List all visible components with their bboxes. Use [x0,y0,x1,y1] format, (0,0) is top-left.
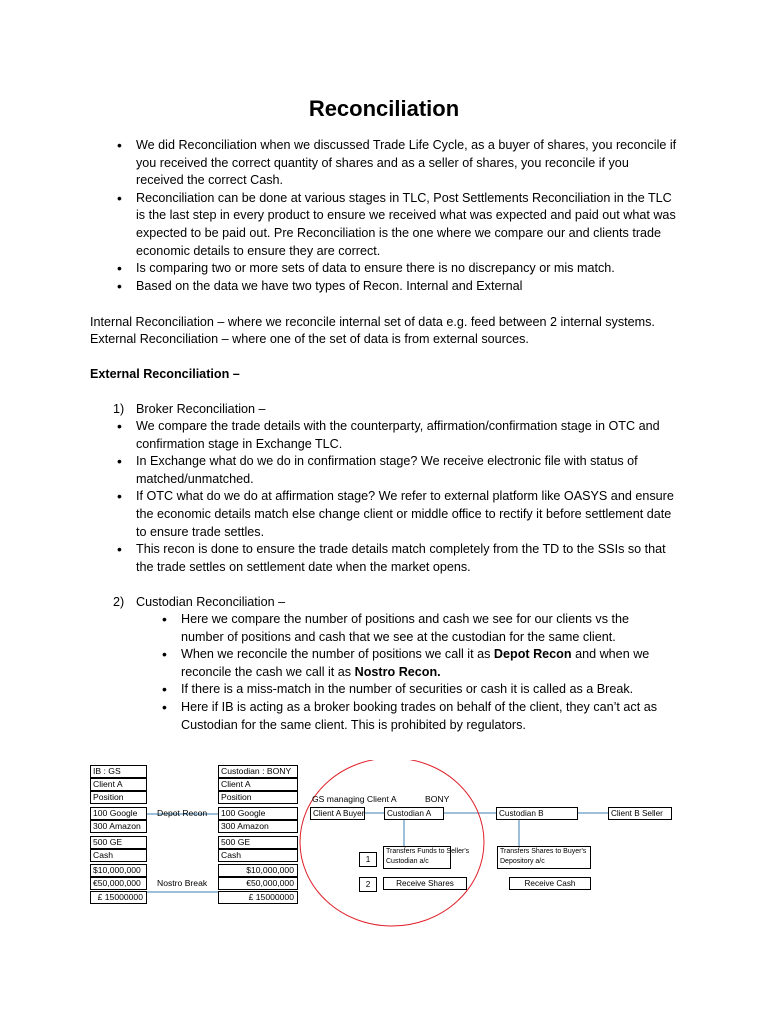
step-1-box: 1 [359,852,377,867]
list-item: • Here if IB is acting as a broker booking trades on behalf of the client, they can’t act as Custodian for the same client. This is prohibited by regulators. [162,699,662,734]
table-cell: €50,000,000 [90,877,147,890]
broker-reconciliation-heading [113,401,266,419]
internal-reconciliation-line: Internal Reconciliation – where we reconcile internal set of data e.g. feed between 2 internal systems. [90,315,655,329]
table-cell: Client A [218,778,298,791]
table-cell: 500 GE [218,836,298,849]
table-cell: £ 15000000 [90,891,147,904]
table-cell: Position [90,791,147,804]
table-cell: 100 Google [218,807,298,820]
reconciliation-diagram [0,760,768,940]
custodian-bullet-list [162,611,662,734]
list-item: • Based on the data we have two types of Recon. Internal and External [117,278,677,296]
table-cell: 300 Amazon [218,820,298,833]
highlight-circle [300,760,484,926]
list-item: • We compare the trade details with the counterparty, affirmation/confirmation stage in OTC and confirmation stage in Exchange TLC. [117,418,679,453]
table-cell: €50,000,000 [218,877,298,890]
table-cell: Cash [218,849,298,862]
client-a-buyer-box: Client A Buyer [310,807,365,820]
list-item: • Here we compare the number of positions and cash we see for our clients vs the number of positions and cash that we see at the custodian for the same client. [162,611,662,646]
table-cell: IB : GS [90,765,147,778]
transfer-shares-box: Transfers Shares to Buyer's Depository a/c [497,846,591,869]
list-item: • Is comparing two or more sets of data to ensure there is no discrepancy or mis match. [117,260,677,278]
transfer-funds-box: Transfers Funds to Seller's Custodian a/c [383,846,451,869]
bony-label: BONY [425,794,450,804]
table-cell: $10,000,000 [90,864,147,877]
list-number: 2) [113,595,125,609]
custodian-b-box: Custodian B [496,807,578,820]
client-b-seller-box: Client B Seller [608,807,672,820]
table-cell: 500 GE [90,836,147,849]
table-cell: Client A [90,778,147,791]
table-cell: Cash [90,849,147,862]
external-reconciliation-heading: External Reconciliation – [90,367,240,381]
custodian-reconciliation-heading [113,594,285,612]
list-item: • If OTC what do we do at affirmation stage? We refer to external platform like OASYS and ensure the economic details match else change client or middle office to rectify it before settlement date to ensure trade settles. [117,488,679,541]
receive-shares-box: Receive Shares [383,877,467,890]
list-number: 1) [113,402,125,416]
table-cell: 300 Amazon [90,820,147,833]
intro-bullet-list [117,137,677,295]
broker-bullet-list [117,418,679,576]
section-heading: Broker Reconciliation – [136,402,266,416]
table-cell: 100 Google [90,807,147,820]
list-item: • This recon is done to ensure the trade details match completely from the TD to the SSIs so that the trade settles on settlement date when the market opens. [117,541,679,576]
receive-cash-box: Receive Cash [509,877,591,890]
custodian-a-box: Custodian A [384,807,444,820]
external-reconciliation-line: External Reconciliation – where one of the set of data is from external sources. [90,332,529,346]
page-title: Reconciliation [308,96,460,121]
table-cell: Custodian : BONY [218,765,298,778]
list-item: • Reconciliation can be done at various stages in TLC, Post Settlements Reconciliation in the TLC is the last step in every product to ensure we received what was expected and paid out what was expected to be paid out. Pre Reconciliation is the one where we compare our and clients trade economic details to ensure they are correct. [117,190,677,260]
list-item: • If there is a miss-match in the number of securities or cash it is called as a Break. [162,681,662,699]
list-item: • When we reconcile the number of positions we call it as Depot Recon and when we reconcile the cash we call it as Nostro Recon. [162,646,662,681]
table-cell: £ 15000000 [218,891,298,904]
section-heading: Custodian Reconciliation – [136,595,286,609]
list-item: • In Exchange what do we do in confirmation stage? We receive electronic file with status of matched/unmatched. [117,453,679,488]
nostro-break-label: Nostro Break [157,878,208,888]
table-cell: $10,000,000 [218,864,298,877]
list-item: • We did Reconciliation when we discussed Trade Life Cycle, as a buyer of shares, you reconcile if you received the correct quantity of shares and as a seller of shares, you reconcile if you received the correct Cash. [117,137,677,190]
depot-recon-label: Depot Recon [157,808,208,818]
gs-managing-label: GS managing Client A [312,794,397,804]
step-2-box: 2 [359,877,377,892]
table-cell: Position [218,791,298,804]
